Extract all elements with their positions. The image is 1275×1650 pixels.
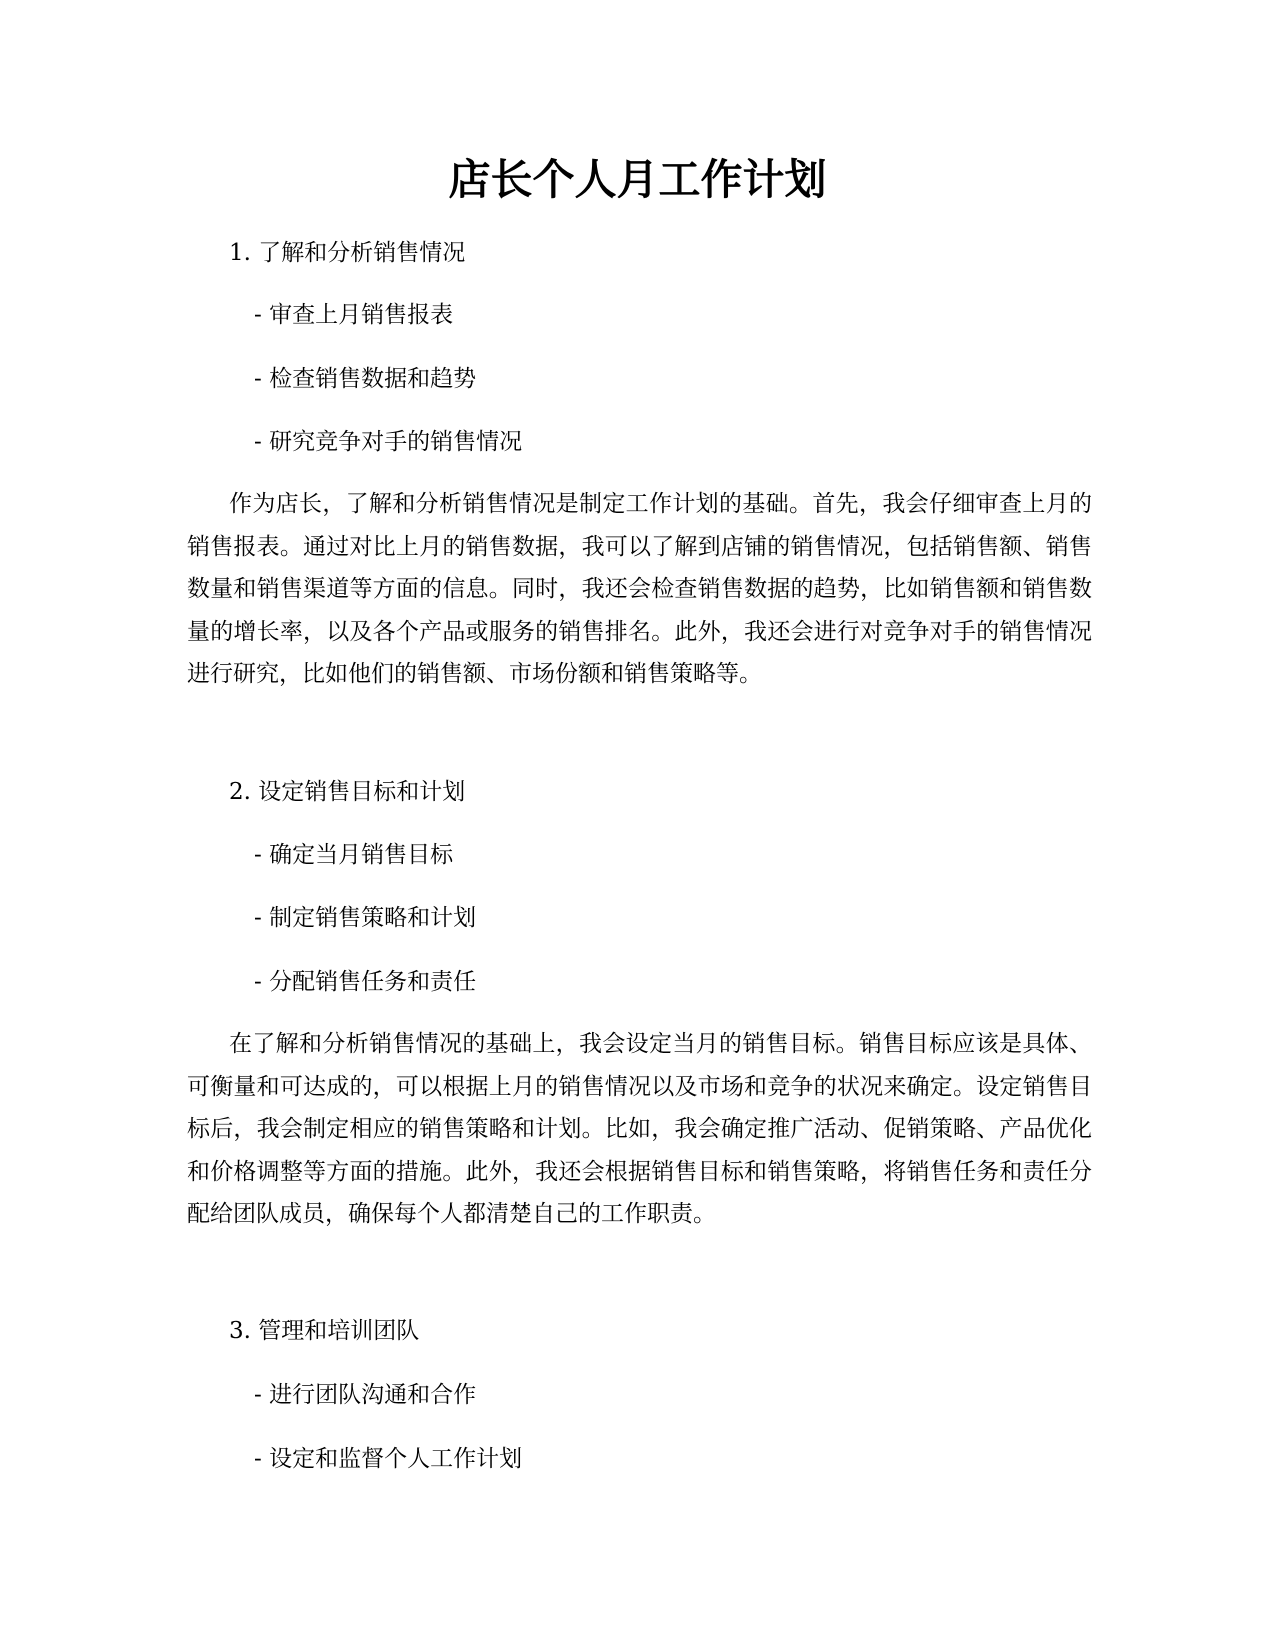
section-2-bullet-1: - 确定当月销售目标	[254, 842, 454, 868]
section-1-bullet-2: - 检查销售数据和趋势	[254, 366, 477, 392]
section-3-bullet-1: - 进行团队沟通和合作	[254, 1382, 477, 1408]
section-3-bullet-2: - 设定和监督个人工作计划	[254, 1446, 523, 1472]
section-heading-3: 3. 管理和培训团队	[229, 1318, 420, 1344]
document-title: 店长个人月工作计划	[448, 155, 827, 204]
section-heading-1: 1. 了解和分析销售情况	[229, 240, 466, 266]
section-2-bullet-3: - 分配销售任务和责任	[254, 969, 477, 995]
section-1-paragraph: 作为店长，了解和分析销售情况是制定工作计划的基础。首先，我会仔细审查上月的销售报表。通过对比上月的销售数据，我可以了解到店铺的销售情况，包括销售额、销售数量和销售渠道等方面的信息。同时，我还会检查销售数据的趋势，比如销售额和销售数量的增长率，以及各个产品或服务的销售排名。此外，我还会进行对竞争对手的销售情况进行研究，比如他们的销售额、市场份额和销售策略等。	[187, 491, 1092, 687]
section-heading-2: 2. 设定销售目标和计划	[229, 779, 466, 805]
section-1-bullet-3: - 研究竞争对手的销售情况	[254, 429, 523, 455]
section-1-bullet-1: - 审查上月销售报表	[254, 302, 454, 328]
section-2-paragraph: 在了解和分析销售情况的基础上，我会设定当月的销售目标。销售目标应该是具体、可衡量和可达成的，可以根据上月的销售情况以及市场和竞争的状况来确定。设定销售目标后，我会制定相应的销售策略和计划。比如，我会确定推广活动、促销策略、产品优化和价格调整等方面的措施。此外，我还会根据销售目标和销售策略，将销售任务和责任分配给团队成员，确保每个人都清楚自己的工作职责。	[187, 1031, 1092, 1227]
section-2-bullet-2: - 制定销售策略和计划	[254, 905, 477, 931]
